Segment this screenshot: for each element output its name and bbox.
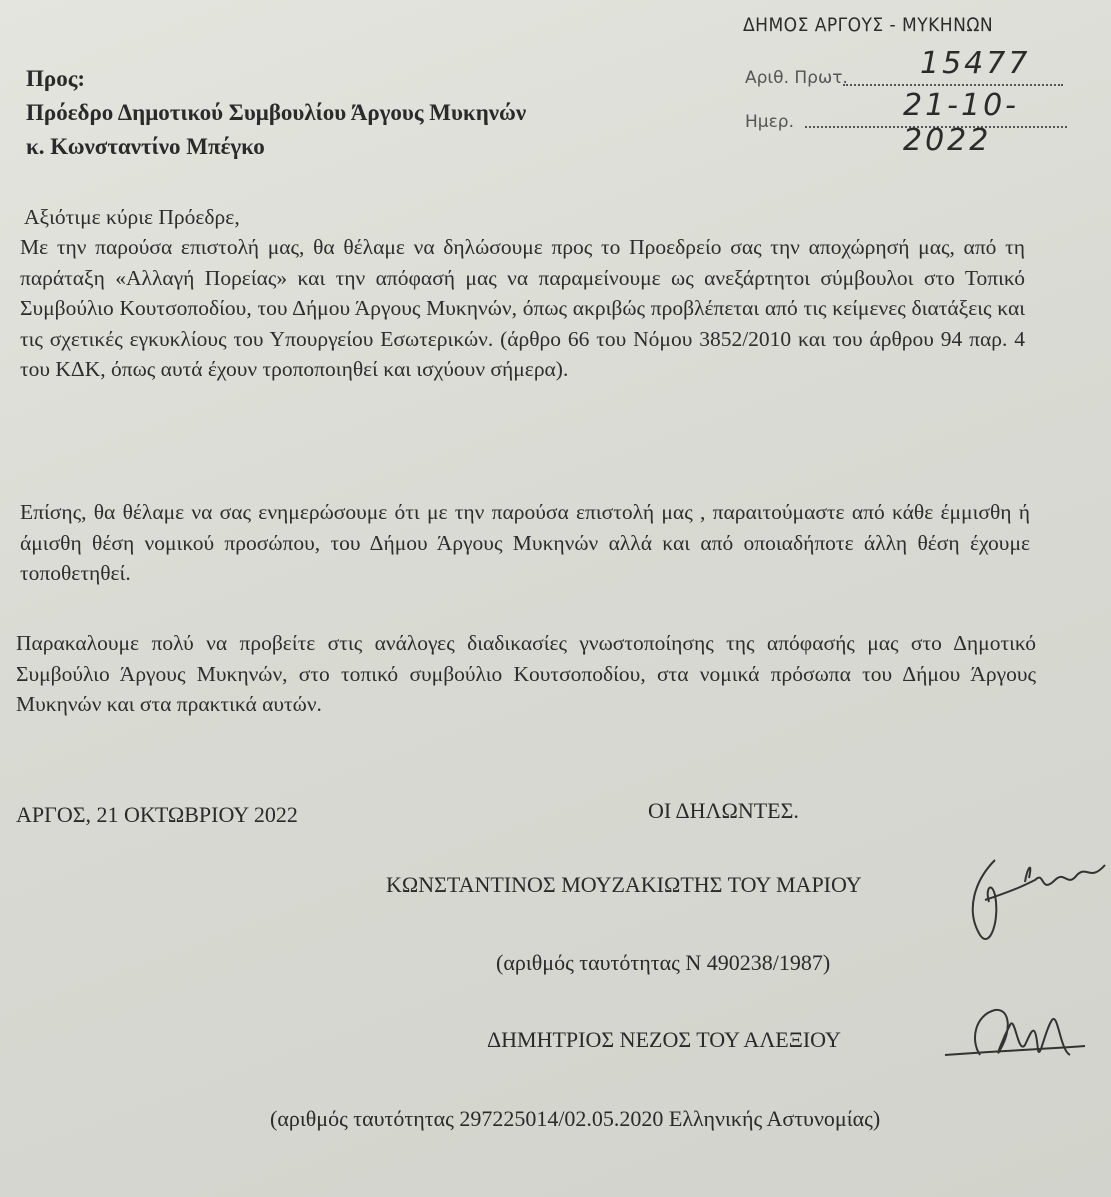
paragraph-request: Παρακαλουμε πολύ να προβείτε στις ανάλογες διαδικασίες γνωστοποίησης της απόφασής μας στο Δημοτικό Συμβούλιο Άργους Μυκηνών, στο τοπικό συμβούλιο Κουτσοποδίου, στα νομικά πρόσωπα του Δήμου Άργους Μυκηνών και στα πρακτικά αυτών. — [16, 631, 1036, 716]
signature-2-icon — [940, 1000, 1090, 1080]
paragraph-withdrawal: Με την παρούσα επιστολή μας, θα θέλαμε να δηλώσουμε προς το Προεδρείο σας την αποχώρησή μας, από τη παράταξη «Αλλαγή Πορείας» και την απόφασή μας να παραμείνουμε ως ανεξάρτητοι σύμβουλοι στο Τοπικό Συμβούλιο Κουτσοποδίου, του Δήμου Άργους Μυκηνών, όπως ακριβώς προβλέπεται από τις κείμενες διατάξεις και τις σχετικές εγκυκλίους του Υπουργείου Εσωτερικών. (άρθρο 66 του Νόμου 3852/2010 και του άρθρου 94 παρ. 4 του ΚΔΚ, όπως αυτά έχουν τροποποιηθεί και ισχύουν σήμερα). — [20, 235, 1025, 381]
date-value: 21-10-2022 — [903, 88, 1019, 158]
protocol-number-line — [843, 84, 1063, 86]
date-label: Ημερ. — [745, 112, 794, 132]
recipient-name: κ. Κωνσταντίνο Μπέγκο — [26, 134, 265, 159]
protocol-number-label: Αριθ. Πρωτ. — [745, 68, 848, 88]
place-and-date: ΑΡΓΟΣ, 21 ΟΚΤΩΒΡΙΟΥ 2022 — [16, 802, 298, 827]
signer2-name: ΔΗΜΗΤΡΙΟΣ ΝΕΖΟΣ ΤΟΥ ΑΛΕΞΙΟΥ — [487, 1027, 841, 1052]
signer1-name: ΚΩΝΣΤΑΝΤΙΝΟΣ ΜΟΥΖΑΚΙΩΤΗΣ ΤΟΥ ΜΑΡΙΟΥ — [386, 872, 862, 897]
recipient-title: Πρόεδρο Δημοτικού Συμβουλίου Άργους Μυκηνών — [26, 100, 527, 125]
greeting: Αξιότιμε κύριε Πρόεδρε, — [24, 205, 240, 229]
signature-1-icon — [955, 840, 1111, 960]
recipient-block — [26, 62, 526, 164]
declarants-heading: ΟΙ ΔΗΛΩΝΤΕΣ. — [648, 798, 799, 823]
recipient-to-label: Προς: — [26, 66, 86, 91]
signer1-id: (αριθμός ταυτότητας Ν 490238/1987) — [496, 950, 831, 975]
signer2-id: (αριθμός ταυτότητας 297225014/02.05.2020 Ελληνικής Αστυνομίας) — [270, 1106, 881, 1131]
stamp-title: ΔΗΜΟΣ ΑΡΓΟΥΣ - ΜΥΚΗΝΩΝ — [743, 14, 994, 36]
paragraph-resignation: Επίσης, θα θέλαμε να σας ενημερώσουμε ότι με την παρούσα επιστολή μας , παραιτούμαστε από κάθε έμμισθη ή άμισθη θέση νομικού προσώπου, του Δήμου Άργους Μυκηνών αλλά και από οποιαδήποτε άλλη θέση έχουμε τοποθετηθεί. — [20, 500, 1030, 585]
registration-stamp — [735, 8, 1105, 158]
protocol-number-value: 15477 — [920, 46, 1031, 81]
